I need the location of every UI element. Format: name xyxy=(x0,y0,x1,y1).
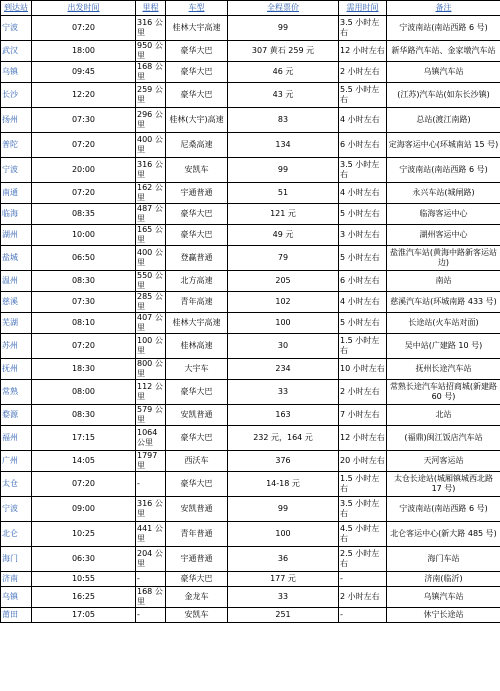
header-destination[interactable]: 到达站 xyxy=(1,1,32,16)
cell-departure-time: 08:30 xyxy=(32,271,136,292)
cell-duration: 2 小时左右 xyxy=(339,587,387,608)
cell-destination: 莆田 xyxy=(1,608,32,623)
cell-notes: 休宁长途站 xyxy=(387,608,500,623)
cell-vehicle-type: 安凯普通 xyxy=(166,405,228,426)
cell-distance: - xyxy=(136,472,166,497)
header-fare[interactable]: 全程票价 xyxy=(228,1,339,16)
cell-fare: 83 xyxy=(228,108,339,133)
header-vehicle-type[interactable]: 车型 xyxy=(166,1,228,16)
cell-vehicle-type: 豪华大巴 xyxy=(166,426,228,451)
cell-distance: 400 公里 xyxy=(136,246,166,271)
cell-destination: 济南 xyxy=(1,572,32,587)
cell-distance: - xyxy=(136,572,166,587)
cell-duration: - xyxy=(339,572,387,587)
cell-notes: 天河客运站 xyxy=(387,451,500,472)
cell-fare: 100 xyxy=(228,313,339,334)
cell-distance: 550 公里 xyxy=(136,271,166,292)
table-row xyxy=(1,225,500,246)
cell-vehicle-type: 豪华大巴 xyxy=(166,472,228,497)
cell-destination: 乌镇 xyxy=(1,62,32,83)
table-row xyxy=(1,608,500,623)
cell-destination: 广州 xyxy=(1,451,32,472)
cell-distance: 259 公里 xyxy=(136,83,166,108)
cell-notes: 慈溪汽车站(环城南路 433 号) xyxy=(387,292,500,313)
cell-duration: 4.5 小时左右 xyxy=(339,522,387,547)
cell-distance: 316 公里 xyxy=(136,16,166,41)
cell-vehicle-type: 安凯车 xyxy=(166,608,228,623)
table-row xyxy=(1,547,500,572)
cell-departure-time: 08:35 xyxy=(32,204,136,225)
cell-vehicle-type: 安凯普通 xyxy=(166,497,228,522)
cell-notes: 临海客运中心 xyxy=(387,204,500,225)
cell-departure-time: 07:20 xyxy=(32,472,136,497)
table-row xyxy=(1,380,500,405)
cell-notes: 济南(临沂) xyxy=(387,572,500,587)
cell-vehicle-type: 大宇车 xyxy=(166,359,228,380)
cell-vehicle-type: 豪华大巴 xyxy=(166,225,228,246)
cell-departure-time: 07:20 xyxy=(32,16,136,41)
cell-vehicle-type: 豪华大巴 xyxy=(166,204,228,225)
cell-notes: 总站(渡江南路) xyxy=(387,108,500,133)
cell-fare: 51 xyxy=(228,183,339,204)
table-row xyxy=(1,292,500,313)
table-row xyxy=(1,587,500,608)
cell-notes: 新华路汽车站、金家墩汽车站 xyxy=(387,41,500,62)
cell-vehicle-type: 豪华大巴 xyxy=(166,41,228,62)
cell-duration: 6 小时左右 xyxy=(339,133,387,158)
cell-destination: 宁波 xyxy=(1,497,32,522)
cell-departure-time: 09:00 xyxy=(32,497,136,522)
cell-destination: 武汉 xyxy=(1,41,32,62)
cell-departure-time: 08:00 xyxy=(32,380,136,405)
cell-notes: 定海客运中心(环城南站 15 号) xyxy=(387,133,500,158)
header-row xyxy=(1,1,500,16)
table-row xyxy=(1,313,500,334)
cell-vehicle-type: 西沃车 xyxy=(166,451,228,472)
cell-notes: 北站 xyxy=(387,405,500,426)
table-row xyxy=(1,108,500,133)
cell-distance: 168 公里 xyxy=(136,62,166,83)
cell-vehicle-type: 桂林大宇高速 xyxy=(166,16,228,41)
cell-fare: 36 xyxy=(228,547,339,572)
cell-duration: 3 小时左右 xyxy=(339,225,387,246)
table-row xyxy=(1,16,500,41)
cell-notes: (江苏)汽车站(如东长沙镇) xyxy=(387,83,500,108)
cell-fare: 376 xyxy=(228,451,339,472)
cell-notes: 宁波南站(南站西路 6 号) xyxy=(387,16,500,41)
cell-duration: 2 小时左右 xyxy=(339,62,387,83)
table-row xyxy=(1,522,500,547)
cell-vehicle-type: 青年高速 xyxy=(166,292,228,313)
cell-departure-time: 10:55 xyxy=(32,572,136,587)
cell-notes: 宁波南站(南站西路 6 号) xyxy=(387,497,500,522)
cell-destination: 扬州 xyxy=(1,108,32,133)
table-row xyxy=(1,133,500,158)
cell-fare: 307 黄石 259 元 xyxy=(228,41,339,62)
cell-duration: 1.5 小时左右 xyxy=(339,472,387,497)
cell-destination: 普陀 xyxy=(1,133,32,158)
cell-destination: 温州 xyxy=(1,271,32,292)
cell-notes: 太仓长途站(城厢镇城西北路 17 号) xyxy=(387,472,500,497)
cell-destination: 宁波 xyxy=(1,16,32,41)
cell-notes: 北仑客运中心(新大路 485 号) xyxy=(387,522,500,547)
cell-duration: 4 小时左右 xyxy=(339,108,387,133)
cell-fare: 100 xyxy=(228,522,339,547)
cell-duration: 4 小时左右 xyxy=(339,292,387,313)
cell-destination: 盐城 xyxy=(1,246,32,271)
cell-distance: 316 公里 xyxy=(136,497,166,522)
cell-distance: 400 公里 xyxy=(136,133,166,158)
cell-duration: 5 小时左右 xyxy=(339,204,387,225)
cell-distance: 285 公里 xyxy=(136,292,166,313)
cell-fare: 121 元 xyxy=(228,204,339,225)
cell-destination: 婺源 xyxy=(1,405,32,426)
cell-vehicle-type: 桂林高速 xyxy=(166,334,228,359)
table-row xyxy=(1,246,500,271)
cell-destination: 芜湖 xyxy=(1,313,32,334)
cell-duration: 3.5 小时左右 xyxy=(339,497,387,522)
cell-duration: 5.5 小时左右 xyxy=(339,83,387,108)
table-row xyxy=(1,62,500,83)
cell-departure-time: 10:25 xyxy=(32,522,136,547)
cell-vehicle-type: 桂林大宇高速 xyxy=(166,313,228,334)
cell-distance: 204 公里 xyxy=(136,547,166,572)
cell-notes: (福鼎)闽江饭店汽车站 xyxy=(387,426,500,451)
cell-vehicle-type: 桂林(大宇)高速 xyxy=(166,108,228,133)
cell-notes: 抚州长途汽车站 xyxy=(387,359,500,380)
cell-destination: 常熟 xyxy=(1,380,32,405)
cell-destination: 临海 xyxy=(1,204,32,225)
cell-departure-time: 07:20 xyxy=(32,334,136,359)
cell-fare: 134 xyxy=(228,133,339,158)
cell-destination: 海门 xyxy=(1,547,32,572)
table-row xyxy=(1,405,500,426)
cell-destination: 福州 xyxy=(1,426,32,451)
cell-notes: 宁波南站(南站西路 6 号) xyxy=(387,158,500,183)
cell-destination: 南通 xyxy=(1,183,32,204)
cell-duration: 7 小时左右 xyxy=(339,405,387,426)
cell-duration: 3.5 小时左右 xyxy=(339,16,387,41)
cell-distance: 296 公里 xyxy=(136,108,166,133)
cell-fare: 79 xyxy=(228,246,339,271)
cell-vehicle-type: 北方高速 xyxy=(166,271,228,292)
table-row xyxy=(1,158,500,183)
cell-vehicle-type: 登赢普通 xyxy=(166,246,228,271)
cell-vehicle-type: 青年普通 xyxy=(166,522,228,547)
cell-departure-time: 07:20 xyxy=(32,183,136,204)
cell-destination: 苏州 xyxy=(1,334,32,359)
cell-notes: 盐淮汽车站(黄海中路新客运站边) xyxy=(387,246,500,271)
cell-vehicle-type: 金龙车 xyxy=(166,587,228,608)
cell-fare: 251 xyxy=(228,608,339,623)
table-row xyxy=(1,451,500,472)
cell-departure-time: 17:05 xyxy=(32,608,136,623)
cell-vehicle-type: 安凯车 xyxy=(166,158,228,183)
cell-distance: 407 公里 xyxy=(136,313,166,334)
cell-departure-time: 16:25 xyxy=(32,587,136,608)
cell-destination: 北仑 xyxy=(1,522,32,547)
cell-distance: 487 公里 xyxy=(136,204,166,225)
cell-departure-time: 08:10 xyxy=(32,313,136,334)
cell-duration: 10 小时左右 xyxy=(339,359,387,380)
cell-vehicle-type: 宇通普通 xyxy=(166,547,228,572)
cell-departure-time: 06:50 xyxy=(32,246,136,271)
cell-vehicle-type: 豪华大巴 xyxy=(166,83,228,108)
cell-distance: 1064 公里 xyxy=(136,426,166,451)
cell-notes: 乌镇汽车站 xyxy=(387,62,500,83)
cell-duration: 20 小时左右 xyxy=(339,451,387,472)
cell-distance: 579 公里 xyxy=(136,405,166,426)
cell-departure-time: 06:30 xyxy=(32,547,136,572)
cell-departure-time: 07:30 xyxy=(32,108,136,133)
cell-fare: 33 xyxy=(228,587,339,608)
cell-distance: 100 公里 xyxy=(136,334,166,359)
cell-fare: 102 xyxy=(228,292,339,313)
header-departure-time[interactable]: 出发时间 xyxy=(32,1,136,16)
cell-fare: 43 元 xyxy=(228,83,339,108)
cell-duration: 6 小时左右 xyxy=(339,271,387,292)
cell-distance: - xyxy=(136,608,166,623)
cell-notes: 乌镇汽车站 xyxy=(387,587,500,608)
table-row xyxy=(1,334,500,359)
table-row xyxy=(1,83,500,108)
cell-destination: 乌镇 xyxy=(1,587,32,608)
cell-fare: 33 xyxy=(228,380,339,405)
cell-notes: 湖州客运中心 xyxy=(387,225,500,246)
cell-duration: 12 小时左右 xyxy=(339,41,387,62)
table-row xyxy=(1,271,500,292)
cell-fare: 99 xyxy=(228,16,339,41)
header-notes[interactable]: 备注 xyxy=(387,1,500,16)
cell-fare: 99 xyxy=(228,497,339,522)
cell-departure-time: 17:15 xyxy=(32,426,136,451)
cell-departure-time: 07:20 xyxy=(32,133,136,158)
cell-destination: 宁波 xyxy=(1,158,32,183)
cell-destination: 长沙 xyxy=(1,83,32,108)
cell-duration: 1.5 小时左右 xyxy=(339,334,387,359)
cell-duration: 5 小时左右 xyxy=(339,313,387,334)
table-row xyxy=(1,41,500,62)
cell-destination: 湖州 xyxy=(1,225,32,246)
cell-distance: 162 公里 xyxy=(136,183,166,204)
cell-departure-time: 18:00 xyxy=(32,41,136,62)
cell-distance: 800 公里 xyxy=(136,359,166,380)
cell-departure-time: 14:05 xyxy=(32,451,136,472)
table-row xyxy=(1,204,500,225)
table-row xyxy=(1,426,500,451)
table-row xyxy=(1,472,500,497)
cell-duration: - xyxy=(339,608,387,623)
cell-notes: 海门车站 xyxy=(387,547,500,572)
cell-notes: 吴中站(广建路 10 号) xyxy=(387,334,500,359)
table-row xyxy=(1,572,500,587)
cell-vehicle-type: 宇通普通 xyxy=(166,183,228,204)
cell-notes: 南站 xyxy=(387,271,500,292)
cell-distance: 950 公里 xyxy=(136,41,166,62)
cell-vehicle-type: 豪华大巴 xyxy=(166,572,228,587)
table-body xyxy=(1,16,500,623)
cell-distance: 112 公里 xyxy=(136,380,166,405)
cell-fare: 163 xyxy=(228,405,339,426)
cell-departure-time: 18:30 xyxy=(32,359,136,380)
cell-duration: 2 小时左右 xyxy=(339,380,387,405)
header-distance[interactable]: 里程 xyxy=(136,1,166,16)
cell-distance: 316 公里 xyxy=(136,158,166,183)
cell-departure-time: 09:45 xyxy=(32,62,136,83)
cell-fare: 205 xyxy=(228,271,339,292)
cell-fare: 30 xyxy=(228,334,339,359)
cell-fare: 49 元 xyxy=(228,225,339,246)
cell-departure-time: 08:30 xyxy=(32,405,136,426)
cell-distance: 165 公里 xyxy=(136,225,166,246)
cell-duration: 4 小时左右 xyxy=(339,183,387,204)
cell-departure-time: 07:30 xyxy=(32,292,136,313)
cell-destination: 太仓 xyxy=(1,472,32,497)
cell-duration: 3.5 小时左右 xyxy=(339,158,387,183)
cell-departure-time: 20:00 xyxy=(32,158,136,183)
cell-notes: 常熟长途汽车站招商城(新建路 60 号) xyxy=(387,380,500,405)
cell-duration: 5 小时左右 xyxy=(339,246,387,271)
cell-fare: 99 xyxy=(228,158,339,183)
cell-vehicle-type: 豪华大巴 xyxy=(166,380,228,405)
cell-fare: 46 元 xyxy=(228,62,339,83)
cell-fare: 177 元 xyxy=(228,572,339,587)
cell-destination: 慈溪 xyxy=(1,292,32,313)
table-row xyxy=(1,497,500,522)
cell-vehicle-type: 豪华大巴 xyxy=(166,62,228,83)
cell-distance: 168 公里 xyxy=(136,587,166,608)
header-duration[interactable]: 需用时间 xyxy=(339,1,387,16)
cell-fare: 14-18 元 xyxy=(228,472,339,497)
cell-fare: 234 xyxy=(228,359,339,380)
cell-duration: 12 小时左右 xyxy=(339,426,387,451)
cell-departure-time: 10:00 xyxy=(32,225,136,246)
cell-vehicle-type: 尼桑高速 xyxy=(166,133,228,158)
table-row xyxy=(1,183,500,204)
cell-destination: 抚州 xyxy=(1,359,32,380)
cell-notes: 长途站(火车站对面) xyxy=(387,313,500,334)
cell-fare: 232 元，164 元 xyxy=(228,426,339,451)
cell-departure-time: 12:20 xyxy=(32,83,136,108)
cell-distance: 441 公里 xyxy=(136,522,166,547)
table-row xyxy=(1,359,500,380)
cell-distance: 1797 里 xyxy=(136,451,166,472)
cell-duration: 2.5 小时左右 xyxy=(339,547,387,572)
cell-notes: 永兴车站(城闸路) xyxy=(387,183,500,204)
